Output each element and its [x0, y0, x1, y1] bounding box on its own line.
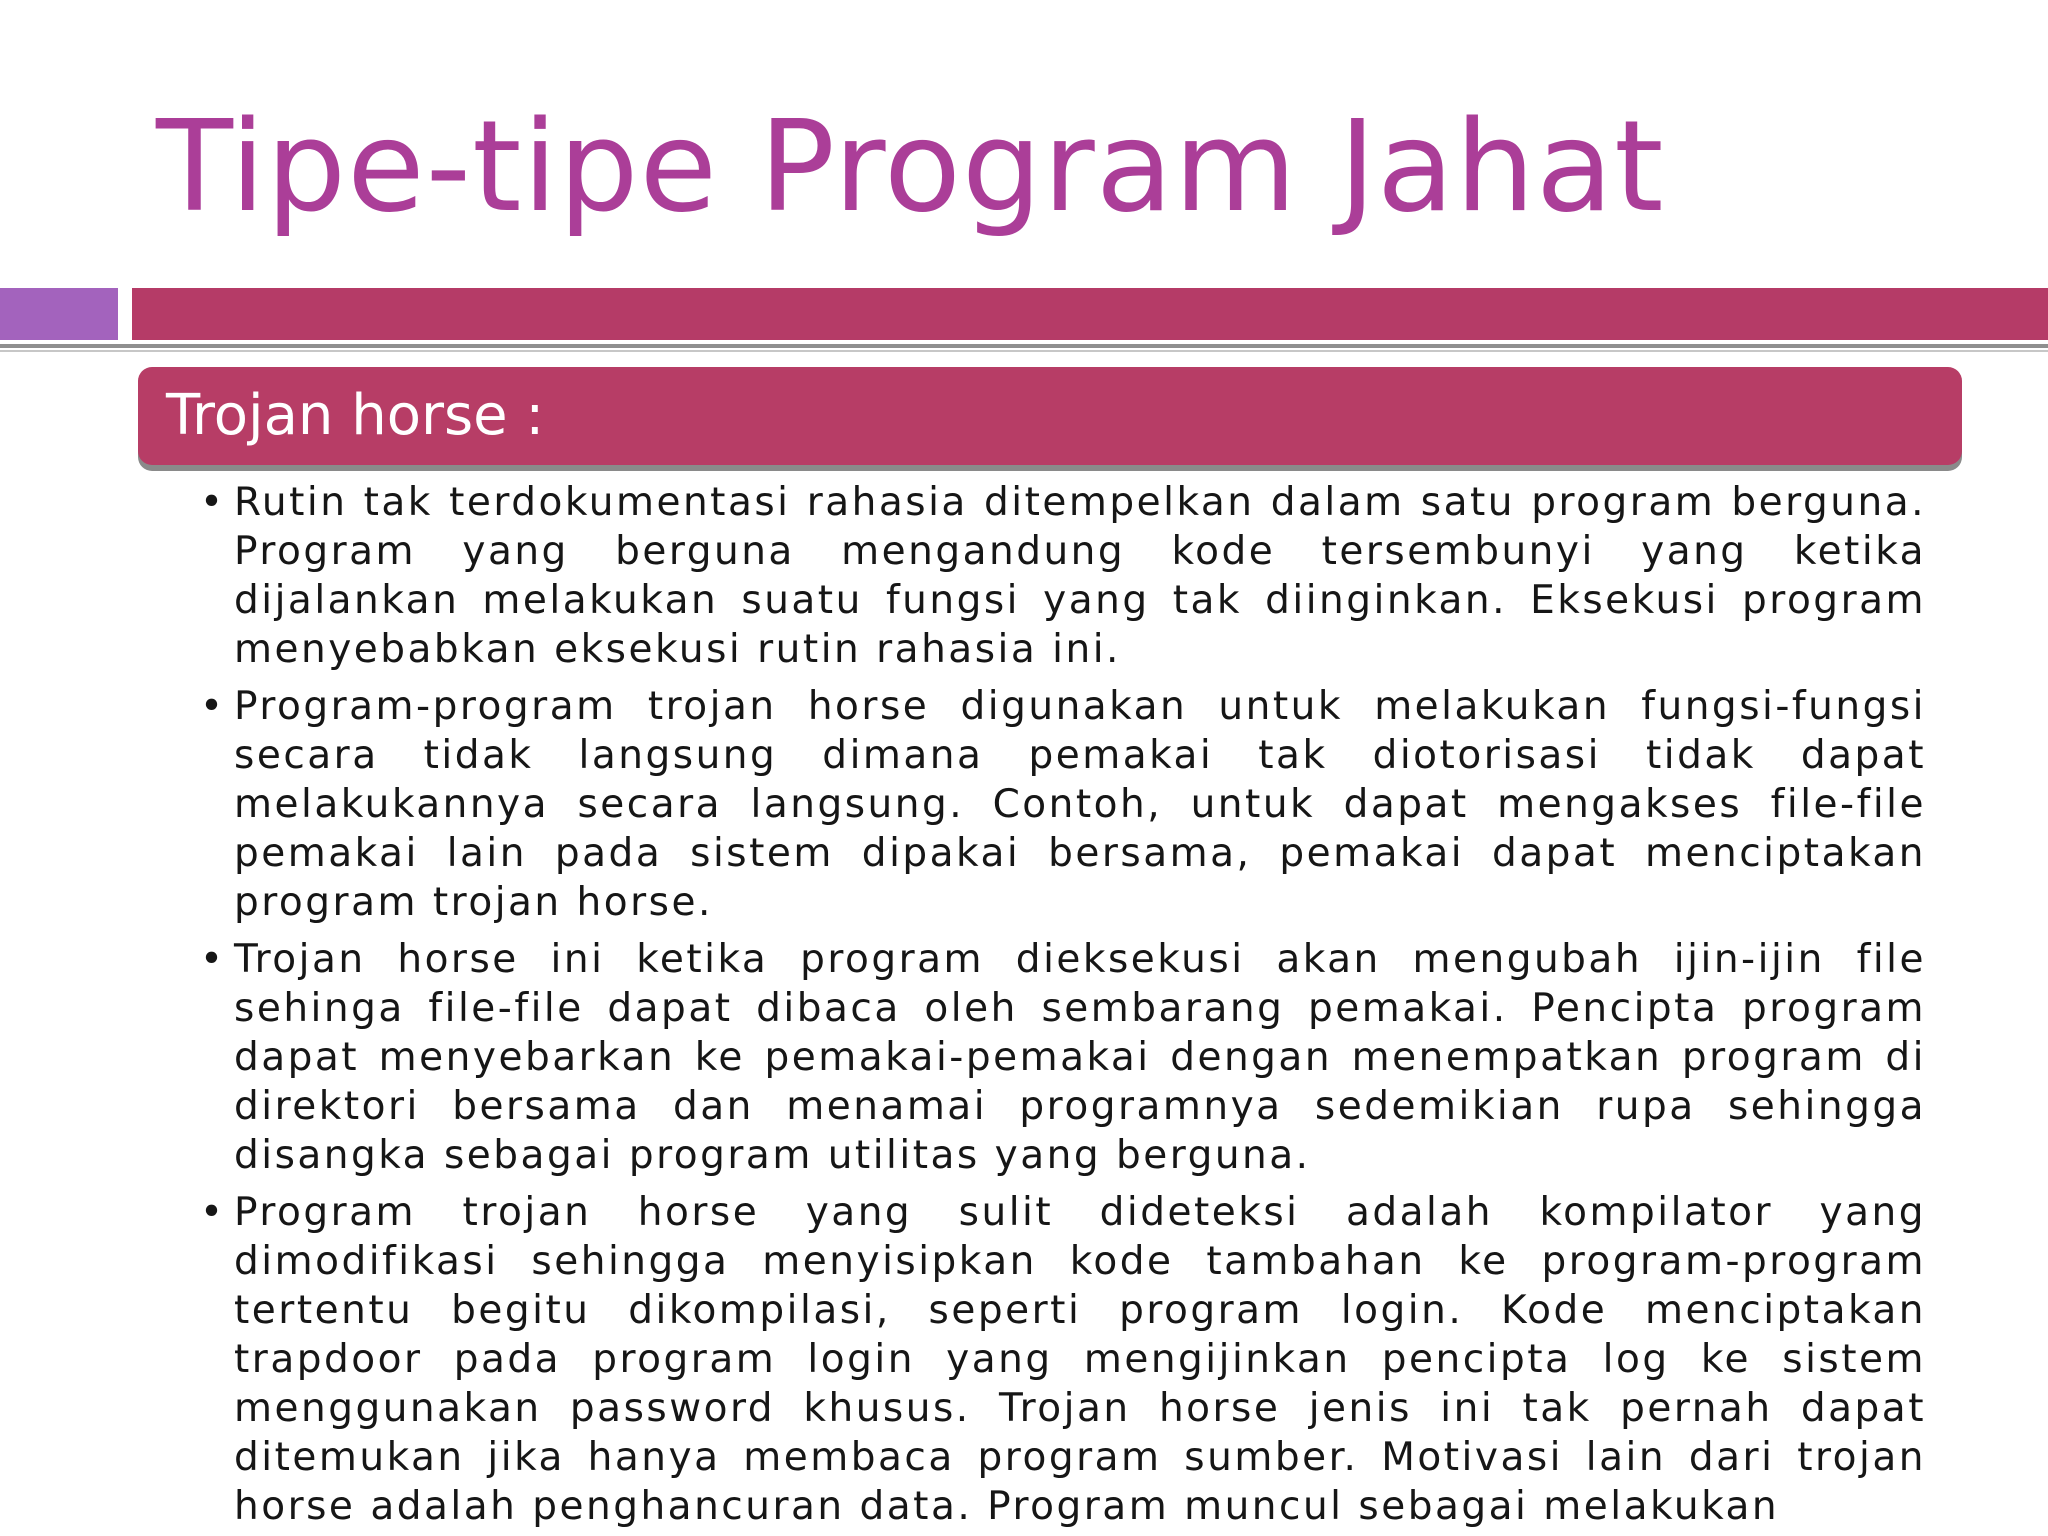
accent-bar [132, 288, 2048, 340]
bullet-item [196, 935, 1926, 1180]
bullet-dot-icon: • [200, 937, 226, 982]
accent-square [0, 288, 118, 340]
bullet-item [196, 478, 1926, 674]
bullet-text: Trojan horse ini ketika program dieksekusi akan mengubah ijin-ijin file sehinga file-file dapat dibaca oleh sembarang pemakai. Pencipta program dapat menyebarkan ke pemakai-pemakai dengan menempatkan program di direktori bersama dan menamai programnya sedemikian rupa sehingga disangka sebagai program utilitas yang berguna. [234, 937, 1926, 1178]
slide-title: Tipe-tipe Program Jahat [156, 93, 1665, 240]
bullet-item [196, 682, 1926, 927]
bullet-list [196, 478, 1926, 1536]
bullet-dot-icon: • [200, 480, 226, 525]
section-heading-banner: Trojan horse : [138, 367, 1962, 465]
bullet-text: Program trojan horse yang sulit dideteksi adalah kompilator yang dimodifikasi sehingga menyisipkan kode tambahan ke program-program tertentu begitu dikompilasi, seperti program login. Kode menciptakan trapdoor pada program login yang mengijinkan pencipta log ke sistem menggunakan password khusus. Trojan horse jenis ini tak pernah dapat ditemukan jika hanya membaca program sumber. Motivasi lain dari trojan horse adalah penghancuran data. Program muncul sebagai melakukan [234, 1190, 1926, 1529]
bullet-text: Rutin tak terdokumentasi rahasia ditempelkan dalam satu program berguna. Program yang berguna mengandung kode tersembunyi yang ketika dijalankan melakukan suatu fungsi yang tak diinginkan. Eksekusi program menyebabkan eksekusi rutin rahasia ini. [234, 480, 1926, 672]
bullet-text: Program-program trojan horse digunakan untuk melakukan fungsi-fungsi secara tidak langsung dimana pemakai tak diotorisasi tidak dapat melakukannya secara langsung. Contoh, untuk dapat mengakses file-file pemakai lain pada sistem dipakai bersama, pemakai dapat menciptakan program trojan horse. [234, 684, 1926, 925]
divider-line [0, 344, 2048, 348]
bullet-dot-icon: • [200, 1190, 226, 1235]
bullet-item [196, 1188, 1926, 1531]
divider-line-light [0, 350, 2048, 352]
bullet-dot-icon: • [200, 684, 226, 729]
